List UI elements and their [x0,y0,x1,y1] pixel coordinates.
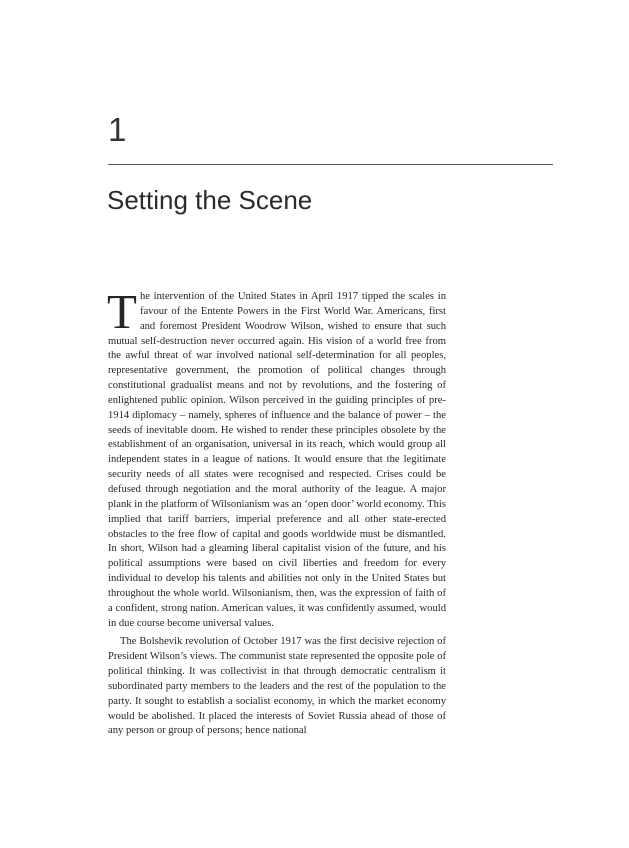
paragraph-1-text: he intervention of the United States in April 1917 tipped the scales in favour of the Entente Powers in the First World War. Americans, first and foremost President Woodrow Wilson, wished to ensure that such mutual self-destruction never occurred again. His vision of a world free from the awful threat of war involved national self-determination for all peoples, representative government, the promotion of political changes through constitutional gradualist means and not by revolutions, and the fostering of enlightened public opinion. Wilson perceived in the guiding principles of pre-1914 diplomacy – namely, spheres of influence and the balance of power – the seeds of inevitable doom. He wished to render these principles obsolete by the establishment of an organisation, universal in its reach, which would group all independent states in a league of nations. It would ensure that the legitimate security needs of all states were recognised and respected. Crises could be defused through negotiation and the moral authority of the league. A major plank in the platform of Wilsonianism was an ‘open door’ world economy. This implied that tariff barriers, imperial preference and all other state-erected obstacles to the free flow of capital and goods worldwide must be dismantled. In short, Wilson had a gleaming liberal capitalist vision of the future, and his political assumptions were based on civil liberties and freedom for every individual to develop his talents and abilities not only in the United States but throughout the whole world. Wilsonianism, then, was the expression of faith of a confident, strong nation. American values, it was confidently assumed, would in due course become universal values. [108,291,446,629]
drop-cap: T [107,284,137,339]
chapter-title: Setting the Scene [107,185,313,215]
chapter-number: 1 [108,111,127,148]
paragraph-2: The Bolshevik revolution of October 1917 was the first decisive rejection of President Wilson’s views. The communist state represented the opposite pole of political thinking. It was collectivist in that through democratic centralism it subordinated party members to the leaders and the rest of the population to the party. It sought to establish a socialist economy, in which the market economy would be abolished. It placed the interests of Soviet Russia ahead of those of any person or group of persons; hence national [108,636,446,737]
chapter-divider [108,164,553,165]
paragraph-1 [107,284,446,631]
chapter-body [107,284,446,739]
